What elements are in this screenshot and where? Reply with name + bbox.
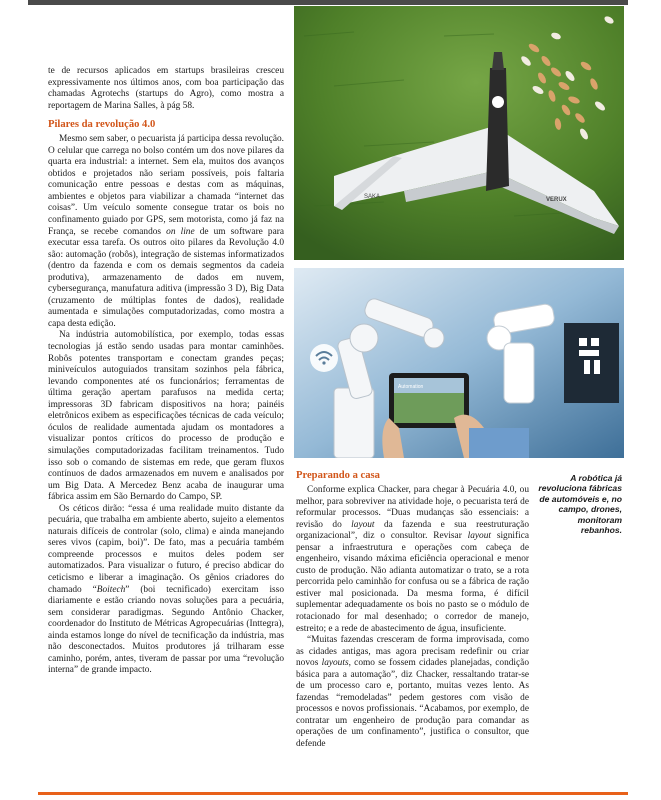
display-panel-icon (564, 323, 619, 403)
wifi-icon (310, 344, 338, 372)
photo-caption: A robótica já revoluciona fábricas de automóveis e, no campo, drones, monitoram rebanhos. (538, 473, 622, 536)
body-paragraph-4: Conforme explica Chacker, para chegar à Pecuária 4.0, ou melhor, para sobreviver na atividade hoje, o pecuarista terá de reformular processos. “Duas mudanças são essenciais: a revisão do layout da fazenda e sua reestruturação organizacional”, diz o consultor. Revisar layout significa pensar a infraestrutura e operações com cabeça de engenheiro, visando máxima eficiência operacional e menor custo de produção. Não adianta automatizar o trato, se a rota percorrida pelo caminhão for confusa ou se a fábrica de ração estiver mal posicionada. Da mesma forma, é difícil suplementar adequadamente os bois no pasto se o módulo de rotacionado for mal desenhado; o corredor de manejo, estreito; e a rede de abastecimento de água, insuficiente. (296, 485, 530, 634)
bottom-accent-rule (38, 792, 628, 795)
body-paragraph-5: “Muitas fazendas cresceram de forma improvisada, como as cidades antigas, mas agora precisam redefinir ou criar novos layouts, como se fossem cidades planejadas, condição básica para a automação”, diz Chacker, ressaltando tratar-se de um processo caro e, portanto, muitas vezes lento. As fazendas “remodeladas” pedem gestores com visão de processos e novos profissionais. “Acabamos, por exemplo, de contratar um engenheiro de produção para comandar as operações de um confinamento”, justifica o consultor, que defende (296, 635, 529, 750)
svg-text:VERUX: VERUX (546, 197, 567, 203)
top-rule (28, 0, 628, 5)
body-paragraph-3: Os céticos dirão: “essa é uma realidade muito distante da pecuária, que trabalha em ambiente aberto, sujeito a elementos naturais difíceis de controlar (solo, clima) e ainda manejando seres vivos (capim, boi)”. De fato, mas a pecuária também compreende processos e muitos deles podem ser automatizados. Para visualizar o futuro, é preciso abdicar do ceticismo e liberar a imaginação. Os gênios criadores do chamado “Boitech” (boi tecnificado) exercitam isso diariamente e estão criando novas soluções para a pecuária, sem considerar paradigmas. Segundo Antônio Chacker, coordenador do Instituto de Métricas Agropecuárias (Inttegra), ainda estamos longe do nível de tecnificação da indústria, mas não desconectados. Muitos produtores já trilharam esse caminho, porém, antes, tiveram de passar por uma “revolução interna” de grande impacto. (48, 503, 284, 676)
robotics-photo (294, 268, 624, 458)
body-paragraph-2: Na indústria automobilística, por exemplo, todas essas tecnologias já estão sendo usadas para montar caminhões. Robôs potentes transportam e conectam grandes peças; miniveículos autoguiados transitam sozinhos pela fábrica, levando componentes até os funcionários; ferramentas de última geração apertam parafusos na medida certa; impressoras 3D fabricam dispositivos na hora; painéis eletrônicos exibem as especificações técnicas de cada veículo; óculos de realidade aumentada ajudam os montadores a visualizar pontos críticos do processo de produção e simulações computadorizadas facilitam treinamentos. Tudo isso sob o comando de sistemas em rede, que geram fluxos contínuos de dados armazenados em nuvem e analisados por um Big Data. A Mercedez Benz acaba de inaugurar uma fábrica assim em São Bernardo do Campo, SP. (48, 330, 284, 503)
svg-text:SAKA: SAKA (364, 194, 381, 200)
svg-text:Automation: Automation (398, 384, 424, 390)
section-heading-pilares: Pilares da revolução 4.0 (48, 119, 156, 131)
robotics-illustration (294, 268, 624, 458)
section-heading-preparando: Preparando a casa (296, 470, 380, 481)
drone-illustration (294, 6, 624, 260)
intro-paragraph: te de recursos aplicados em startups brasileiras cresceu expressivamente nos últimos anos, com boa participação das chamadas Agrotechs (startups do Agro), como mostra a reportagem de Marina Salles, à pág 58. (48, 66, 284, 111)
drone-photo (294, 6, 624, 260)
left-column (48, 66, 284, 677)
right-column (296, 470, 529, 751)
body-paragraph-1: Mesmo sem saber, o pecuarista já participa dessa revolução. O celular que carrega no bolso contém um dos nove pilares da quarta era industrial: a internet. Sem ela, muitos dos avanços obtidos e projetados não seriam possíveis, pois faltaria comunicação entre pessoas e destas com as máquinas, ambientes e objetos para viabilizar a chamada “internet das coisas”. Um veículo somente consegue tratar os bois no confinamento guiado por GPS, sem motorista, como já faz na França, se recebe comandos on line de um software para executar essa tarefa. Os outros oito pilares da Revolução 4.0 são: automação (robôs), integração de sistemas informatizados (dentro da fazenda e com os demais segmentos da cadeia produtiva), armazenamento de dados em nuvem, cybersegurança, manufatura aditiva (impressão 3 D), Big Data (cruzamento de múltiplas fontes de dados), realidade aumentada e simulações computadorizadas, como mostra a capa desta edição. (48, 134, 284, 329)
